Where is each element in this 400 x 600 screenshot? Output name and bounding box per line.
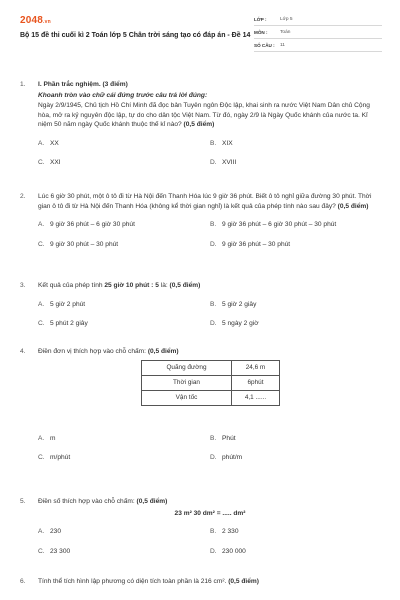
question-4: [20, 347, 382, 475]
options: [38, 434, 382, 463]
question-number: 4.: [20, 348, 26, 355]
question-number: 2.: [20, 193, 26, 200]
question-5: [20, 497, 382, 557]
page-header: [20, 14, 382, 54]
question-6: [20, 577, 382, 587]
question-points: (0,5 điểm): [167, 282, 201, 289]
instruction: Khoanh tròn vào chữ cái đứng trước câu trả lời đúng:: [38, 91, 208, 99]
unit-table: [141, 360, 280, 406]
question-points: (0,5 điểm): [145, 348, 179, 355]
question-points: (0,5 điểm): [226, 578, 259, 585]
meta-value: Lớp 5: [280, 17, 293, 23]
formula: 23 m² 30 dm² = ..... dm²: [174, 509, 246, 517]
document-title: Bộ 15 đề thi cuối kì 2 Toán lớp 5 Chân trời sáng tạo có đáp án - Đề 14: [20, 32, 251, 39]
logo-suffix: .vn: [43, 19, 51, 25]
exam-content: [20, 80, 382, 588]
meta-row-class: [254, 14, 382, 26]
logo-main: 2048: [20, 15, 44, 26]
meta-value: 11: [280, 43, 285, 49]
question-2: [20, 192, 382, 254]
question-points: (0,5 điểm): [134, 498, 168, 505]
meta-row-subject: [254, 27, 382, 39]
section-heading: I. Phần trắc nghiệm. (3 điểm): [38, 81, 128, 88]
question-points: (0,5 điểm): [181, 121, 215, 129]
question-number: 5.: [20, 498, 26, 505]
option-a[interactable]: A. 9 giờ 36 phút – 6 giờ 30 phút: [38, 221, 135, 229]
meta-key: MÔN :: [254, 30, 268, 36]
table-row: Vận tốc 4,1 ......: [142, 390, 280, 405]
option-d[interactable]: D. XVIII: [210, 159, 237, 167]
option-c[interactable]: C. 23 300: [38, 547, 71, 555]
question-3: [20, 281, 382, 331]
option-a[interactable]: A. m: [38, 434, 56, 442]
option-b[interactable]: B. 5 giờ 2 giây: [210, 300, 257, 308]
question-text: Tính thể tích hình lập phương có diện tích toàn phần là 216 cm². (0,5 điểm): [38, 578, 259, 585]
options: [38, 527, 382, 556]
option-b[interactable]: B. XIX: [210, 139, 233, 147]
meta-info: [254, 14, 382, 53]
option-c[interactable]: C. m/phút: [38, 454, 71, 462]
question-text: Ngày 2/9/1945, Chủ tịch Hồ Chí Minh đã đọc bản Tuyên ngôn Độc lập, khai sinh ra nước Việt Nam Dân chủ Cộng hòa, mở ra kỷ nguyên độc lập, tự do cho dân tộc Việt Nam. Từ đó, ngày 2/9 là Ngày Quốc khánh của nước ta. Kỉ niệm 50 năm ngày Quốc khánh thuộc thế kỉ nào? (0,5 điểm): [38, 102, 370, 129]
question-text: Kết quả của phép tính 25 giờ 10 phút : 5 là: (0,5 điểm): [38, 282, 201, 289]
question-text: Điền đơn vị thích hợp vào chỗ chấm: (0,5 điểm): [38, 348, 179, 355]
option-a[interactable]: A. XX: [38, 139, 59, 147]
options: [38, 220, 382, 249]
option-b[interactable]: B. Phút: [210, 434, 236, 442]
table-row: Quãng đường 24,6 m: [142, 360, 280, 375]
meta-key: SỐ CÂU :: [254, 43, 275, 49]
meta-key: LỚP :: [254, 17, 267, 23]
question-number: 6.: [20, 578, 26, 585]
meta-row-count: [254, 40, 382, 52]
option-a[interactable]: A. 230: [38, 528, 62, 536]
options: [38, 300, 382, 329]
question-points: (0,5 điểm): [335, 202, 369, 210]
question-text: Lúc 6 giờ 30 phút, một ô tô đi từ Hà Nội đến Thanh Hóa lúc 9 giờ 36 phút. Biết ô tô nghỉ giữa đường 30 phút. Thời gian ô tô đi từ Hà Nội đến Thanh Hóa (không kể thời gian nghỉ) là kết quả của phép tính nào sau đây? (0,5 điểm): [38, 193, 372, 210]
question-number: 1.: [20, 81, 26, 88]
table-row: Thời gian 6phút: [142, 375, 280, 390]
options: [38, 139, 382, 168]
option-b[interactable]: B. 9 giờ 36 phút – 6 giờ 30 phút – 30 phút: [210, 221, 337, 229]
question-number: 3.: [20, 282, 26, 289]
option-d[interactable]: D. 230 000: [210, 547, 246, 555]
option-a[interactable]: A. 5 giờ 2 phút: [38, 300, 86, 308]
site-logo[interactable]: [20, 14, 51, 29]
question-text: Điền số thích hợp vào chỗ chấm: (0,5 điểm): [38, 498, 168, 505]
option-c[interactable]: C. 9 giờ 30 phút – 30 phút: [38, 240, 119, 248]
option-b[interactable]: B. 2 330: [210, 528, 239, 536]
option-c[interactable]: C. 5 phút 2 giây: [38, 320, 88, 328]
question-1: [20, 80, 382, 167]
option-c[interactable]: C. XXI: [38, 159, 61, 167]
option-d[interactable]: D. 5 ngày 2 giờ: [210, 320, 259, 328]
option-d[interactable]: D. 9 giờ 36 phút – 30 phút: [210, 240, 291, 248]
meta-value: Toán: [280, 30, 291, 36]
option-d[interactable]: D. phút/m: [210, 454, 243, 462]
